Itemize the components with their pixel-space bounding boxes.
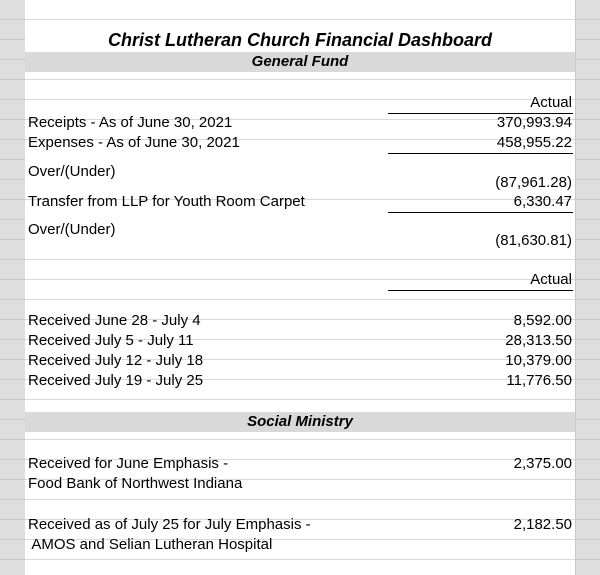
week-3-label: Received July 12 - July 18 <box>28 352 204 369</box>
transfer-value: 6,330.47 <box>513 193 572 210</box>
general-fund-heading: General Fund <box>25 52 575 72</box>
header-rule <box>388 290 573 291</box>
receipts-label: Receipts - As of June 30, 2021 <box>28 114 233 131</box>
week-2-value: 28,313.50 <box>505 332 572 349</box>
july-emphasis-value: 2,182.50 <box>513 516 572 533</box>
june-emphasis-label-1: Received for June Emphasis - <box>28 455 229 472</box>
weekly-col-header: Actual <box>530 271 572 288</box>
july-emphasis-label-2: AMOS and Selian Lutheran Hospital <box>28 536 273 553</box>
week-4-label: Received July 19 - July 25 <box>28 372 204 389</box>
social-ministry-heading: Social Ministry <box>25 412 575 432</box>
expenses-label: Expenses - As of June 30, 2021 <box>28 134 240 151</box>
general-fund-col-header: Actual <box>530 94 572 111</box>
left-gutter <box>0 0 25 575</box>
right-gutter <box>575 0 600 575</box>
over-under-value-1: (87,961.28) <box>495 174 572 191</box>
week-1-value: 8,592.00 <box>513 312 572 329</box>
june-emphasis-value: 2,375.00 <box>513 455 572 472</box>
week-3-value: 10,379.00 <box>505 352 572 369</box>
over-under-label-1: Over/(Under) <box>28 163 116 180</box>
week-4-value: 11,776.50 <box>506 372 572 389</box>
june-emphasis-label-2: Food Bank of Northwest Indiana <box>28 475 243 492</box>
over-under-label-2: Over/(Under) <box>28 221 116 238</box>
july-emphasis-label-1: Received as of July 25 for July Emphasis - <box>28 516 311 533</box>
expenses-value: 458,955.22 <box>496 134 572 151</box>
over-under-value-2: (81,630.81) <box>495 232 572 249</box>
receipts-value: 370,993.94 <box>496 114 572 131</box>
page-title: Christ Lutheran Church Financial Dashboard <box>25 28 575 52</box>
gridline <box>575 0 576 575</box>
week-2-label: Received July 5 - July 11 <box>28 332 194 349</box>
spreadsheet-sheet <box>25 0 575 575</box>
week-1-label: Received June 28 - July 4 <box>28 312 201 329</box>
transfer-label: Transfer from LLP for Youth Room Carpet <box>28 193 305 210</box>
